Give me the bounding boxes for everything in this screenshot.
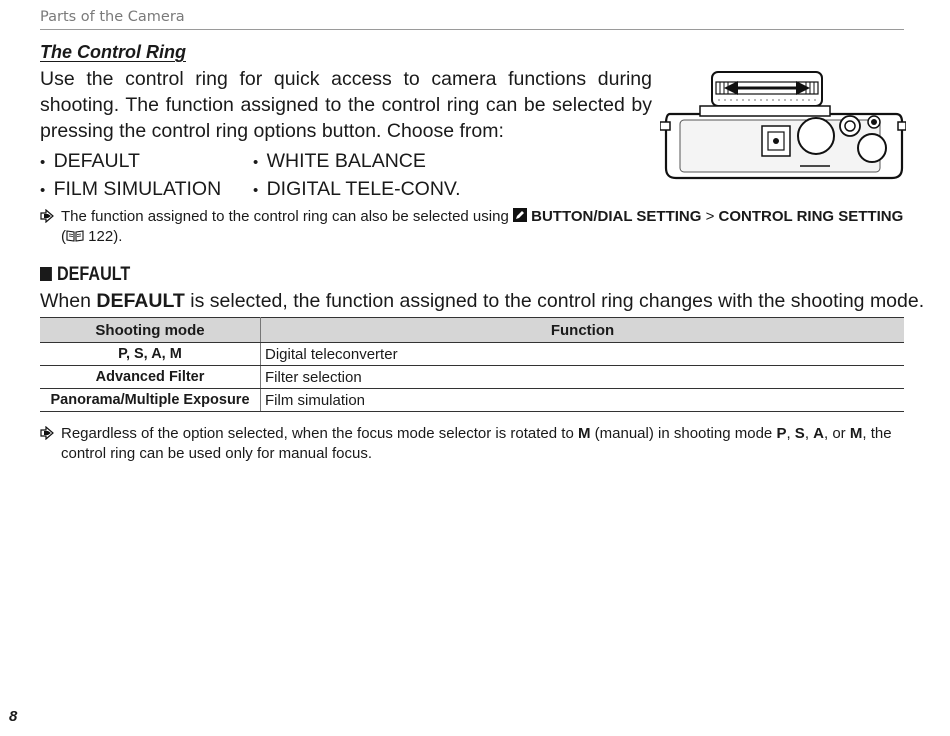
note-icon bbox=[40, 426, 54, 440]
default-description: When DEFAULT is selected, the function assigned to the control ring changes with the shooting mode. bbox=[40, 290, 925, 312]
table-row bbox=[40, 389, 904, 412]
note-text: The function assigned to the control ring can also be selected using bbox=[61, 208, 509, 225]
running-header: Parts of the Camera bbox=[40, 9, 904, 30]
note-text: Regardless of the option selected, when the focus mode selector is rotated to M (manual) in shooting mode P, S, A, or M, the control ring can be used only for manual focus. bbox=[61, 425, 892, 462]
square-bullet-icon bbox=[40, 267, 52, 281]
page-ref: 122). bbox=[88, 228, 123, 245]
option-item: • DIGITAL TELE-CONV. bbox=[253, 176, 461, 204]
intro-paragraph: Use the control ring for quick access to camera functions during shooting. The function assigned to the control ring can be selected by pressing the control ring options button. Choose from: bbox=[40, 68, 652, 142]
function-cell: Digital teleconverter bbox=[261, 343, 905, 366]
section-title: The Control Ring bbox=[40, 42, 186, 62]
mode-cell: Advanced Filter bbox=[40, 366, 261, 389]
option-item: • WHITE BALANCE bbox=[253, 148, 461, 176]
mode-dial bbox=[798, 118, 834, 154]
option-item: • FILM SIMULATION bbox=[40, 176, 221, 204]
mode-cell: Panorama/Multiple Exposure bbox=[40, 389, 261, 412]
camera-top-illustration bbox=[660, 68, 906, 184]
column-header: Function bbox=[261, 318, 905, 343]
page-ref-open: ( bbox=[61, 228, 66, 245]
exposure-dial bbox=[858, 134, 886, 162]
table-row bbox=[40, 366, 904, 389]
table-header-row bbox=[40, 318, 904, 343]
menu-separator: > bbox=[705, 208, 715, 225]
edit-menu-icon bbox=[513, 208, 527, 222]
shooting-mode-table bbox=[40, 317, 904, 412]
menu-item-control-ring-setting: CONTROL RING SETTING bbox=[718, 208, 904, 225]
page-number: 8 bbox=[9, 708, 18, 725]
note-manual-focus bbox=[40, 424, 904, 464]
options-list-left bbox=[40, 148, 221, 204]
menu-item-button-dial-setting: BUTTON/DIAL SETTING bbox=[531, 208, 702, 225]
table-row bbox=[40, 343, 904, 366]
option-item: • DEFAULT bbox=[40, 148, 221, 176]
note-control-ring-setting bbox=[40, 207, 904, 247]
note-icon bbox=[40, 209, 54, 223]
function-cell: Filter selection bbox=[261, 366, 905, 389]
options-list-right bbox=[253, 148, 461, 204]
book-icon bbox=[66, 230, 84, 242]
default-heading: DEFAULT bbox=[40, 264, 130, 286]
mode-cell: P, S, A, M bbox=[40, 343, 261, 366]
column-header: Shooting mode bbox=[40, 318, 261, 343]
function-cell: Film simulation bbox=[261, 389, 905, 412]
